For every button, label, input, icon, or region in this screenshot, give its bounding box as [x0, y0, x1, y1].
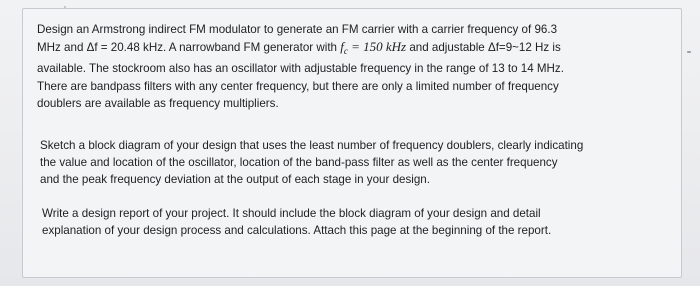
problem-line-2-end: and adjustable Δf=9~12 Hz is [406, 41, 561, 55]
problem-line-5: doublers are available as frequency multipliers. [37, 96, 279, 110]
problem-sheet [22, 8, 682, 278]
report-line-1: Write a design report of your project. It should include the block diagram of your design and detail [42, 207, 541, 220]
sketch-line-3: and the peak frequency deviation at the output of each stage in your design. [40, 173, 430, 187]
problem-line-2-start: MHz and Δf = 20.48 kHz. A narrowband FM generator with [37, 41, 341, 55]
margin-mark [687, 51, 691, 53]
problem-line-4: There are bandpass filters with any center frequency, but there are only a limited number of frequency [37, 79, 559, 93]
fc-symbol: f [340, 39, 344, 55]
carrier-frequency-symbol [340, 39, 407, 57]
fc-subscript: c [343, 46, 348, 57]
problem-line-3: available. The stockroom also has an oscillator with adjustable frequency in the range of 13 to 14 MHz. [37, 62, 564, 76]
report-line-2: explanation of your design process and calculations. Attach this page at the beginning of the report. [42, 224, 552, 238]
problem-line-1: Design an Armstrong indirect FM modulator to generate an FM carrier with a carrier frequency of 96.3 [37, 23, 558, 36]
sketch-line-2: the value and location of the oscillator, location of the band-pass filter as well as the center frequency [40, 156, 558, 170]
fc-value: = 150 kHz [347, 39, 407, 55]
problem-statement-paragraph [37, 21, 667, 112]
sketch-instructions-paragraph [40, 137, 670, 189]
report-instructions-paragraph [42, 205, 672, 239]
sketch-line-1: Sketch a block diagram of your design that uses the least number of frequency doublers, clearly indicating [40, 139, 584, 152]
problem-line-2 [37, 38, 667, 60]
